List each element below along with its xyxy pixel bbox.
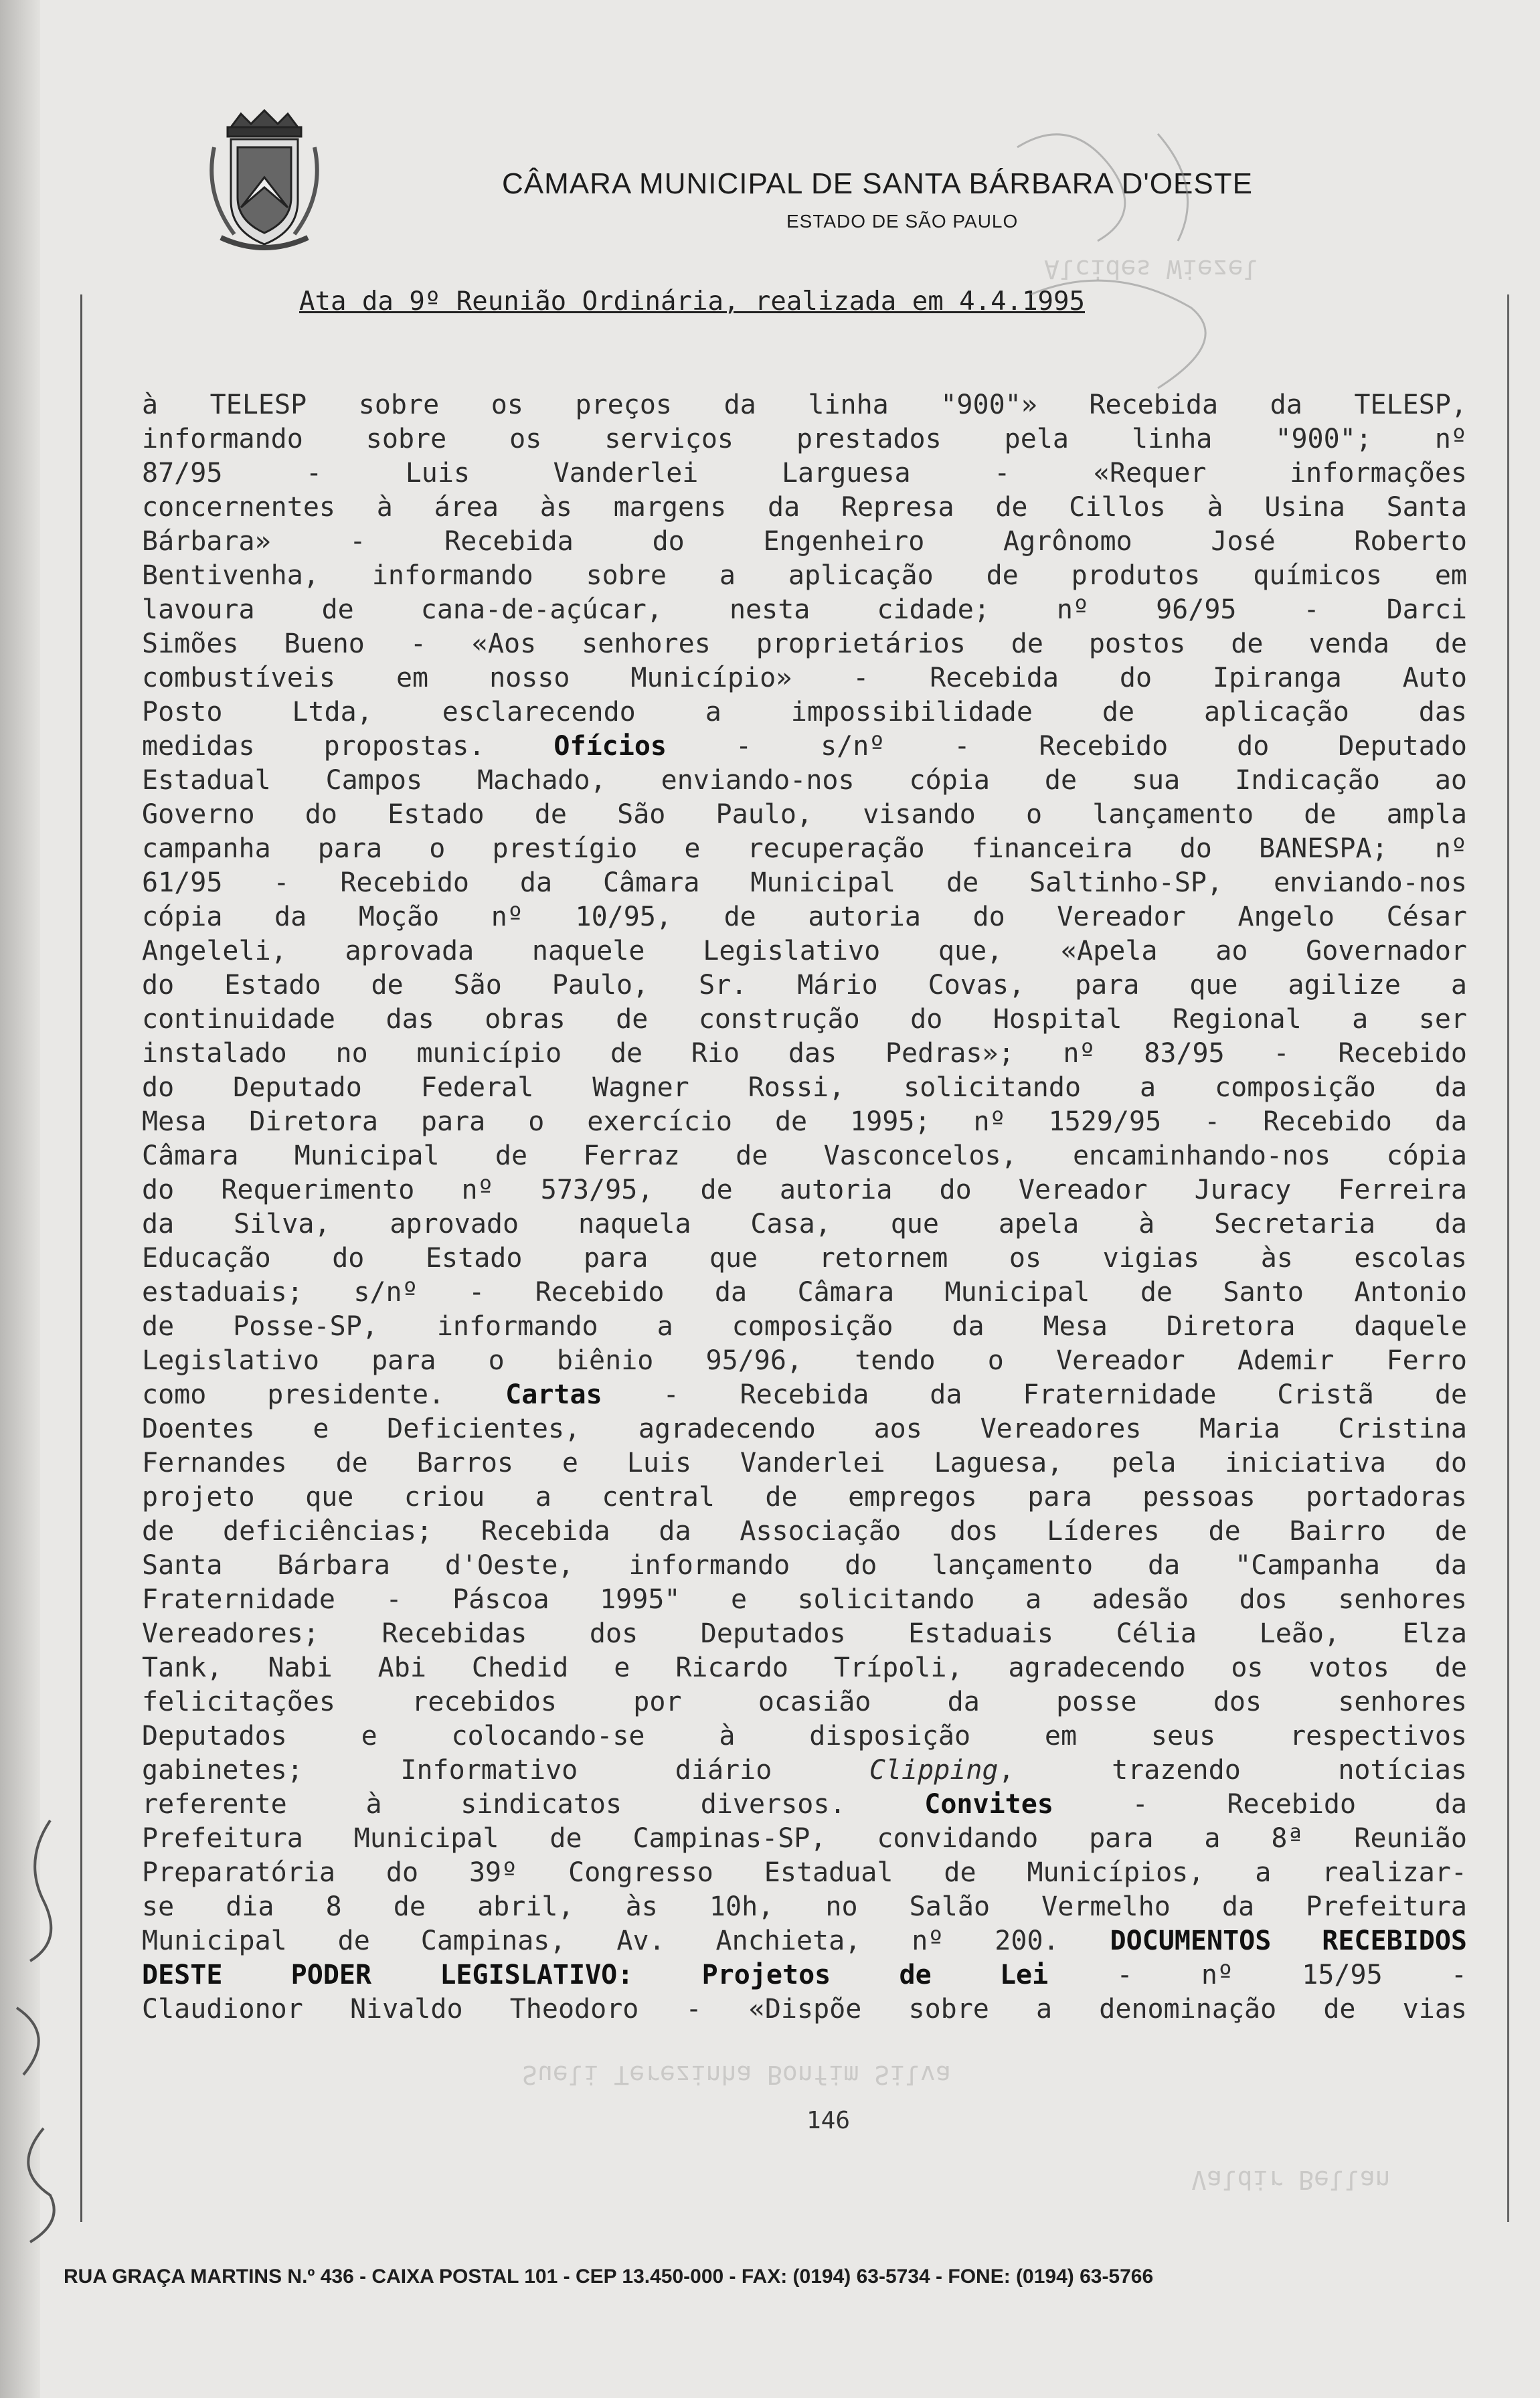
page-number: 146 bbox=[806, 2107, 851, 2134]
text-segment: Estadual Campos Machado, enviando-nos cópia de sua Indicação ao bbox=[142, 765, 1467, 796]
text-line bbox=[142, 1378, 1467, 1412]
text-segment: do Requerimento nº 573/95, de autoria do Vereador Juracy Ferreira bbox=[142, 1175, 1467, 1205]
text-segment: do Estado de São Paulo, Sr. Mário Covas, para que agilize a bbox=[142, 970, 1467, 1001]
text-segment: Claudionor Nivaldo Theodoro - «Dispõe sobre a denominação de vias bbox=[142, 1994, 1467, 2025]
text-line bbox=[142, 730, 1467, 764]
text-line bbox=[142, 1992, 1467, 2027]
text-segment: Câmara Municipal de Ferraz de Vasconcelos, encaminhando-nos cópia bbox=[142, 1140, 1467, 1171]
text-line bbox=[142, 1446, 1467, 1480]
text-line bbox=[142, 1241, 1467, 1276]
text-line bbox=[142, 1753, 1467, 1788]
text-segment: Fernandes de Barros e Luis Vanderlei Laguesa, pela iniciativa do bbox=[142, 1448, 1467, 1478]
text-segment: Legislativo para o biênio 95/96, tendo o Vereador Ademir Ferro bbox=[142, 1345, 1467, 1376]
section-heading: Cartas bbox=[505, 1379, 602, 1410]
text-segment: Simões Bueno - «Aos senhores proprietários de postos de venda de bbox=[142, 628, 1467, 659]
text-line bbox=[142, 1276, 1467, 1310]
text-line bbox=[142, 525, 1467, 559]
text-segment: referente à sindicatos diversos. bbox=[142, 1789, 925, 1820]
text-line bbox=[142, 1651, 1467, 1685]
text-line bbox=[142, 1003, 1467, 1037]
footer-address: RUA GRAÇA MARTINS N.º 436 - CAIXA POSTAL 101 - CEP 13.450-000 - FAX: (0194) 63-5734 - FONE: (0194) 63-5766 bbox=[64, 2265, 1154, 2288]
text-line bbox=[142, 1515, 1467, 1549]
text-line bbox=[142, 1412, 1467, 1446]
text-segment: da Silva, aprovado naquela Casa, que apela à Secretaria da bbox=[142, 1209, 1467, 1239]
text-segment: Vereadores; Recebidas dos Deputados Estaduais Célia Leão, Elza bbox=[142, 1618, 1467, 1649]
section-heading: DESTE PODER LEGISLATIVO: Projetos de Lei bbox=[142, 1960, 1049, 1990]
text-segment: medidas propostas. bbox=[142, 731, 554, 762]
text-line bbox=[142, 1685, 1467, 1719]
text-segment: Mesa Diretora para o exercício de 1995; nº 1529/95 - Recebido da bbox=[142, 1106, 1467, 1137]
text-segment: Governo do Estado de São Paulo, visando o lançamento de ampla bbox=[142, 799, 1467, 830]
bleed-through-text: Alcides Wiezel bbox=[1044, 254, 1259, 284]
handwritten-initials-icon bbox=[991, 107, 1272, 402]
bleed-through-text: Sueli Terezinha Bonfim Silva bbox=[522, 2060, 951, 2089]
text-line bbox=[142, 968, 1467, 1003]
text-line bbox=[142, 1924, 1467, 1958]
text-segment: campanha para o prestígio e recuperação financeira do BANESPA; nº bbox=[142, 833, 1467, 864]
state-name: ESTADO DE SÃO PAULO bbox=[786, 211, 1019, 232]
text-segment: gabinetes; Informativo diário bbox=[142, 1755, 869, 1786]
text-line bbox=[142, 1037, 1467, 1071]
text-segment: informando sobre os serviços prestados pela linha "900"; nº bbox=[142, 424, 1467, 454]
text-segment: lavoura de cana-de-açúcar, nesta cidade; nº 96/95 - Darci bbox=[142, 594, 1467, 625]
text-segment: Santa Bárbara d'Oeste, informando do lançamento da "Campanha da bbox=[142, 1550, 1467, 1581]
text-segment: Fraternidade - Páscoa 1995" e solicitando a adesão dos senhores bbox=[142, 1584, 1467, 1615]
text-segment: de Posse-SP, informando a composição da Mesa Diretora daquele bbox=[142, 1311, 1467, 1342]
text-line bbox=[142, 1719, 1467, 1753]
text-line bbox=[142, 456, 1467, 491]
text-line bbox=[142, 1890, 1467, 1924]
text-segment: Bárbara» - Recebida do Engenheiro Agrônomo José Roberto bbox=[142, 526, 1467, 557]
text-line bbox=[142, 1617, 1467, 1651]
minutes-body bbox=[142, 388, 1467, 2027]
text-segment: 61/95 - Recebido da Câmara Municipal de Saltinho-SP, enviando-nos bbox=[142, 867, 1467, 898]
text-segment: instalado no município de Rio das Pedras»; nº 83/95 - Recebido bbox=[142, 1038, 1467, 1069]
text-segment: à TELESP sobre os preços da linha "900"» Recebida da TELESP, bbox=[142, 390, 1467, 420]
text-line bbox=[142, 695, 1467, 730]
text-segment: 87/95 - Luis Vanderlei Larguesa - «Requer informações bbox=[142, 458, 1467, 489]
text-segment: Doentes e Deficientes, agradecendo aos Vereadores Maria Cristina bbox=[142, 1414, 1467, 1444]
text-line bbox=[142, 1822, 1467, 1856]
text-segment: , trazendo notícias bbox=[998, 1755, 1467, 1786]
text-line bbox=[142, 1173, 1467, 1207]
text-line bbox=[142, 422, 1467, 456]
text-segment: - Recebido da bbox=[1053, 1789, 1467, 1820]
text-line bbox=[142, 1139, 1467, 1173]
text-line bbox=[142, 1207, 1467, 1241]
text-line bbox=[142, 866, 1467, 900]
bleed-through-text: Valdir Bellan bbox=[1191, 2165, 1391, 2195]
text-segment: Municipal de Campinas, Av. Anchieta, nº 200. bbox=[142, 1925, 1110, 1956]
text-segment: estaduais; s/nº - Recebido da Câmara Municipal de Santo Antonio bbox=[142, 1277, 1467, 1308]
text-segment: Bentivenha, informando sobre a aplicação de produtos químicos em bbox=[142, 560, 1467, 591]
text-segment: Posto Ltda, esclarecendo a impossibilidade de aplicação das bbox=[142, 697, 1467, 727]
text-line bbox=[142, 1310, 1467, 1344]
text-line bbox=[142, 900, 1467, 934]
text-segment: Tank, Nabi Abi Chedid e Ricardo Trípoli, agradecendo os votos de bbox=[142, 1652, 1467, 1683]
text-line bbox=[142, 1788, 1467, 1822]
text-line bbox=[142, 1856, 1467, 1890]
text-segment: - s/nº - Recebido do Deputado bbox=[666, 731, 1467, 762]
text-segment: felicitações recebidos por ocasião da posse dos senhores bbox=[142, 1687, 1467, 1717]
text-line bbox=[142, 764, 1467, 798]
text-segment: se dia 8 de abril, às 10h, no Salão Vermelho da Prefeitura bbox=[142, 1891, 1467, 1922]
text-line bbox=[142, 627, 1467, 661]
text-segment: do Deputado Federal Wagner Rossi, solicitando a composição da bbox=[142, 1072, 1467, 1103]
text-segment: combustíveis em nosso Município» - Recebida do Ipiranga Auto bbox=[142, 663, 1467, 693]
text-segment: - Recebida da Fraternidade Cristã de bbox=[602, 1379, 1467, 1410]
text-line bbox=[142, 1549, 1467, 1583]
text-segment: Angeleli, aprovada naquele Legislativo que, «Apela ao Governador bbox=[142, 936, 1467, 966]
text-line bbox=[142, 1480, 1467, 1515]
text-line bbox=[142, 1958, 1467, 1992]
text-segment: como presidente. bbox=[142, 1379, 506, 1410]
text-line bbox=[142, 1105, 1467, 1139]
text-segment: projeto que criou a central de empregos para pessoas portadoras bbox=[142, 1482, 1467, 1513]
text-segment: continuidade das obras de construção do Hospital Regional a ser bbox=[142, 1004, 1467, 1035]
minutes-title: Ata da 9º Reunião Ordinária, realizada em 4.4.1995 bbox=[299, 286, 1085, 317]
text-line bbox=[142, 593, 1467, 627]
text-line bbox=[142, 1583, 1467, 1617]
text-line bbox=[142, 661, 1467, 695]
text-segment: concernentes à área às margens da Represa de Cillos à Usina Santa bbox=[142, 492, 1467, 523]
text-segment: Preparatória do 39º Congresso Estadual de Municípios, a realizar- bbox=[142, 1857, 1467, 1888]
margin-rule-left bbox=[80, 294, 82, 2222]
text-segment: Deputados e colocando-se à disposição em seus respectivos bbox=[142, 1721, 1467, 1751]
section-heading: Ofícios bbox=[553, 731, 667, 762]
institution-name: CÂMARA MUNICIPAL DE SANTA BÁRBARA D'OESTE bbox=[502, 167, 1253, 200]
municipal-crest-icon bbox=[201, 107, 328, 254]
text-segment: Educação do Estado para que retornem os vigias às escolas bbox=[142, 1243, 1467, 1274]
section-heading: Convites bbox=[924, 1789, 1053, 1820]
text-segment: Prefeitura Municipal de Campinas-SP, convidando para a 8ª Reunião bbox=[142, 1823, 1467, 1854]
text-line bbox=[142, 832, 1467, 866]
text-line bbox=[142, 934, 1467, 968]
text-line bbox=[142, 798, 1467, 832]
emphasis-text: Clipping bbox=[869, 1755, 999, 1786]
text-line bbox=[142, 1344, 1467, 1378]
text-segment: - nº 15/95 - bbox=[1048, 1960, 1467, 1990]
margin-rule-right bbox=[1507, 294, 1509, 2222]
section-heading: DOCUMENTOS RECEBIDOS bbox=[1110, 1925, 1467, 1956]
text-line bbox=[142, 559, 1467, 593]
text-line bbox=[142, 491, 1467, 525]
handwritten-signature-icon bbox=[3, 1807, 80, 2249]
text-segment: de deficiências; Recebida da Associação dos Líderes de Bairro de bbox=[142, 1516, 1467, 1547]
text-line bbox=[142, 1071, 1467, 1105]
text-segment: cópia da Moção nº 10/95, de autoria do Vereador Angelo César bbox=[142, 902, 1467, 932]
